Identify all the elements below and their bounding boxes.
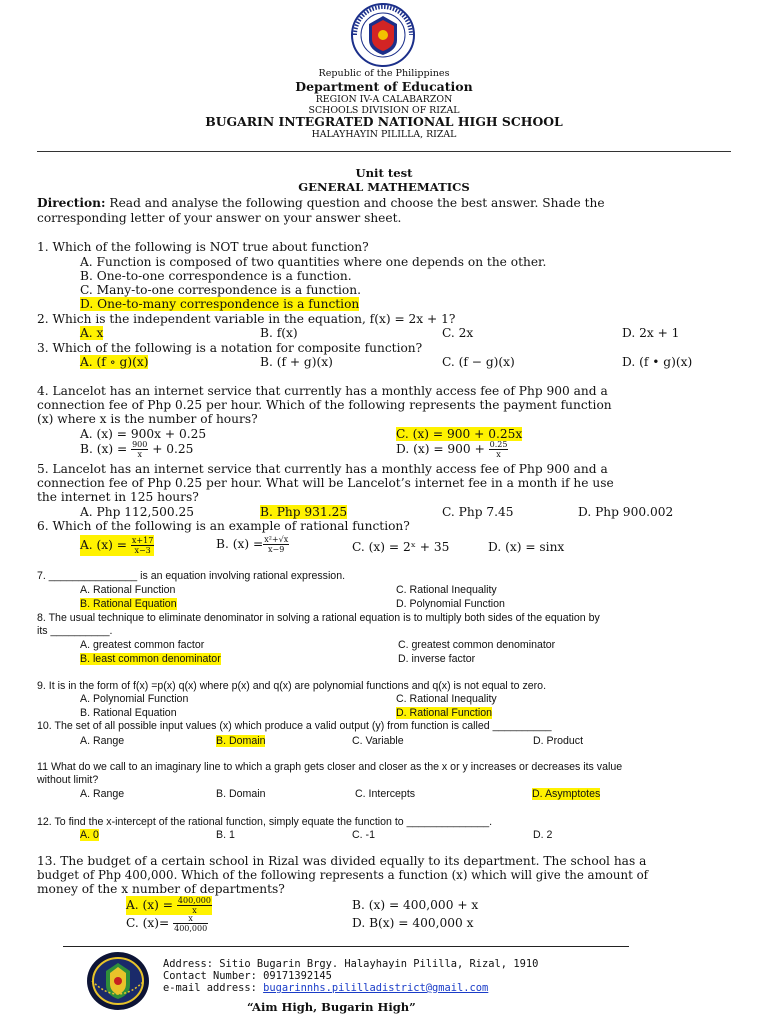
q6-option-c[interactable]: C. (x) = 2ˣ + 35	[352, 540, 450, 554]
q4-option-b[interactable]	[80, 440, 193, 459]
q2-option-a[interactable]: A. x	[80, 326, 104, 340]
q6-option-d[interactable]: D. (x) = sinx	[488, 540, 565, 554]
q13-option-c-fraction	[173, 914, 208, 933]
q10-option-b[interactable]: B. Domain	[216, 735, 266, 747]
department-title: Department of Education	[295, 79, 473, 94]
question-4-line-3: (x) where x is the number of hours?	[37, 412, 258, 426]
footer-address: Address: Sitio Bugarin Brgy. Halayhayin Pililla, Rizal, 1910	[163, 958, 539, 970]
exam-subject: GENERAL MATHEMATICS	[298, 180, 470, 194]
school-location: HALAYHAYIN PILILLA, RIZAL	[311, 129, 457, 140]
q13-option-a-fraction	[177, 896, 212, 915]
q8-option-d[interactable]: D. inverse factor	[398, 653, 476, 665]
q5-option-c[interactable]: C. Php 7.45	[442, 505, 514, 519]
q6-option-b-prefix: B. (x) =	[216, 537, 264, 551]
question-5-line-1: 5. Lancelot has an internet service that currently has a monthly access fee of Php 900 and a	[37, 462, 608, 476]
question-3: 3. Which of the following is a notation for composite function?	[37, 341, 423, 355]
q1-option-b[interactable]: B. One-to-one correspondence is a function.	[80, 269, 352, 283]
q5-option-a[interactable]: A. Php 112,500.25	[80, 505, 195, 519]
q9-option-d[interactable]: D. Rational Function	[396, 707, 492, 719]
region-label: REGION IV-A CALABARZON	[315, 94, 453, 105]
q10-option-d[interactable]: D. Product	[533, 735, 584, 747]
fraction-numerator: 400,000	[177, 896, 211, 905]
q12-option-a[interactable]: A. 0	[80, 829, 99, 841]
q1-option-a[interactable]: A. Function is composed of two quantities where one depends on the other.	[80, 255, 547, 269]
q11-option-c[interactable]: C. Intercepts	[355, 788, 416, 800]
fraction-numerator: 0.25	[489, 440, 508, 449]
question-11-line-1: 11 What do we call to an imaginary line to which a graph gets closer and closer as the x or y increases or decreases its value	[37, 761, 623, 773]
question-4-line-1: 4. Lancelot has an internet service that currently has a monthly access fee of Php 900 and a	[37, 384, 608, 398]
q7-option-a[interactable]: A. Rational Function	[80, 584, 176, 596]
q12-option-d[interactable]: D. 2	[533, 829, 553, 841]
footer-email-label: e-mail address:	[163, 982, 264, 994]
q11-option-a[interactable]: A. Range	[80, 788, 125, 800]
direction-text: Read and analyse the following question and choose the best answer. Shade the	[105, 196, 605, 210]
question-10: 10. The set of all possible input values (x) which produce a valid output (y) from function is called __________	[37, 720, 552, 732]
question-9: 9. It is in the form of f(x) =p(x) q(x) where p(x) and q(x) are polynomial functions and q(x) is not equal to zero.	[37, 680, 547, 692]
q1-option-d[interactable]: D. One-to-many correspondence is a function	[80, 297, 360, 311]
footer-contact: Contact Number: 09171392145	[163, 970, 332, 982]
school-logo	[86, 951, 150, 1011]
q8-option-b[interactable]: B. least common denominator	[80, 653, 221, 665]
footer-divider	[63, 946, 629, 947]
q12-option-b[interactable]: B. 1	[216, 829, 235, 841]
question-6: 6. Which of the following is an example of rational function?	[37, 519, 410, 533]
q12-option-c[interactable]: C. -1	[352, 829, 375, 841]
q1-option-c[interactable]: C. Many-to-one correspondence is a function.	[80, 283, 361, 297]
question-8-line-2: its __________.	[37, 625, 113, 637]
q5-option-d[interactable]: D. Php 900.002	[578, 505, 674, 519]
fraction-numerator: x+17	[131, 536, 154, 545]
q6-option-a[interactable]	[80, 535, 154, 556]
q13-option-a[interactable]	[126, 896, 212, 915]
school-name: BUGARIN INTEGRATED NATIONAL HIGH SCHOOL	[205, 114, 563, 129]
fraction-denominator: x−3	[134, 546, 151, 555]
q2-option-c[interactable]: C. 2x	[442, 326, 474, 340]
fraction-numerator: 900	[132, 440, 148, 449]
q3-option-b[interactable]: B. (f + g)(x)	[260, 355, 333, 369]
q6-option-b[interactable]	[216, 535, 289, 554]
fraction-denominator: x	[496, 450, 501, 459]
q11-option-b[interactable]: B. Domain	[216, 788, 266, 800]
q8-option-c[interactable]: C. greatest common denominator	[398, 639, 556, 651]
q4-option-d-prefix: D. (x) = 900 +	[396, 442, 489, 456]
question-4-line-2: connection fee of Php 0.25 per hour. Which of the following represents the payment function	[37, 398, 612, 412]
question-2: 2. Which is the independent variable in the equation, f(x) = 2x + 1?	[37, 312, 456, 326]
q7-option-b[interactable]: B. Rational Equation	[80, 598, 177, 610]
q10-option-c[interactable]: C. Variable	[352, 735, 404, 747]
exam-title: Unit test	[355, 166, 413, 180]
q4-option-b-prefix: B. (x) =	[80, 442, 132, 456]
fraction-numerator: x	[173, 914, 208, 924]
q10-option-a[interactable]: A. Range	[80, 735, 125, 747]
question-7: 7. _______________ is an equation involving rational expression.	[37, 570, 346, 582]
q4-option-d-fraction	[489, 440, 509, 459]
fraction-denominator: x	[192, 906, 197, 915]
q6-option-a-fraction	[131, 536, 154, 555]
fraction-denominator: x	[137, 450, 142, 459]
q2-option-d[interactable]: D. 2x + 1	[622, 326, 680, 340]
q7-option-d[interactable]: D. Polynomial Function	[396, 598, 505, 610]
q9-option-c[interactable]: C. Rational Inequality	[396, 693, 497, 705]
question-5-line-3: the internet in 125 hours?	[37, 490, 199, 504]
division-label: SCHOOLS DIVISION OF RIZAL	[308, 105, 460, 116]
q4-option-b-fraction	[131, 440, 148, 459]
q13-option-c[interactable]	[126, 914, 208, 933]
fraction-numerator: x²+√x	[264, 535, 289, 544]
q4-option-a[interactable]: A. (x) = 900x + 0.25	[80, 427, 207, 441]
question-13-line-2: budget of Php 400,000. Which of the following represents a function (x) which will give the amount of	[37, 868, 649, 882]
q3-option-d[interactable]: D. (f • g)(x)	[622, 355, 693, 369]
q9-option-b[interactable]: B. Rational Equation	[80, 707, 177, 719]
q9-option-a[interactable]: A. Polynomial Function	[80, 693, 189, 705]
school-motto: “Aim High, Bugarin High”	[247, 1000, 416, 1014]
q3-option-a[interactable]: A. (f ∘ g)(x)	[80, 355, 149, 369]
footer-email-line	[163, 982, 488, 994]
q6-option-a-prefix: A. (x) =	[80, 538, 131, 552]
q3-option-c[interactable]: C. (f − g)(x)	[442, 355, 515, 369]
q4-option-b-suffix: + 0.25	[148, 442, 194, 456]
q6-option-b-fraction	[263, 535, 289, 554]
footer-email-link[interactable]: bugarinnhs.pililladistrict@gmail.com	[263, 982, 489, 994]
q13-option-b[interactable]: B. (x) = 400,000 + x	[352, 898, 479, 912]
q11-option-d[interactable]: D. Asymptotes	[532, 788, 601, 800]
header-divider	[37, 151, 731, 152]
q8-option-a[interactable]: A. greatest common factor	[80, 639, 205, 651]
question-1: 1. Which of the following is NOT true about function?	[37, 240, 369, 254]
question-13-line-1: 13. The budget of a certain school in Rizal was divided equally to its department. The school has a	[37, 854, 647, 868]
fraction-denominator: x−9	[268, 545, 285, 554]
direction-line-2: corresponding letter of your answer on your answer sheet.	[37, 211, 402, 225]
question-5-line-2: connection fee of Php 0.25 per hour. What will be Lancelot’s internet fee in a month if he use	[37, 476, 614, 490]
q13-option-a-prefix: A. (x) =	[126, 898, 177, 912]
q2-option-b[interactable]: B. f(x)	[260, 326, 298, 340]
direction-label: Direction:	[37, 196, 106, 210]
q13-option-d[interactable]: D. B(x) = 400,000 x	[352, 916, 474, 930]
q7-option-c[interactable]: C. Rational Inequality	[396, 584, 497, 596]
q13-option-c-prefix: C. (x)=	[126, 916, 174, 930]
question-12: 12. To find the x-intercept of the rational function, simply equate the function to ______________.	[37, 816, 493, 828]
q4-option-d[interactable]	[396, 440, 508, 459]
question-11-line-2: without limit?	[37, 774, 99, 786]
fraction-denominator: 400,000	[174, 924, 208, 933]
direction-line-1	[37, 196, 605, 210]
question-13-line-3: money of the x number of departments?	[37, 882, 285, 896]
q5-option-b[interactable]: B. Php 931.25	[260, 505, 348, 519]
republic-label: Republic of the Philippines	[318, 68, 450, 79]
q4-option-c[interactable]: C. (x) = 900 + 0.25x	[396, 427, 523, 441]
deped-seal-logo	[349, 2, 417, 68]
question-8-line-1: 8. The usual technique to eliminate denominator in solving a rational equation is to multiply both sides of the equation by	[37, 612, 600, 624]
